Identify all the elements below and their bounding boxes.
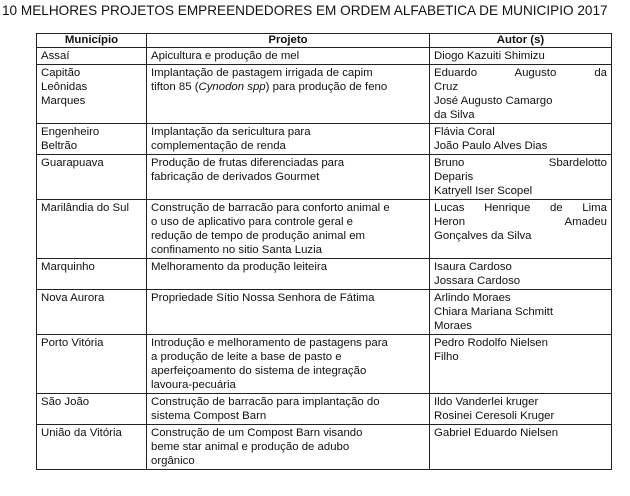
cell-projeto-line: fabricação de derivados Gourmet bbox=[151, 171, 320, 183]
cell-projeto-line: Propriedade Sítio Nossa Senhora de Fátima bbox=[151, 292, 375, 304]
cell-autor bbox=[430, 48, 612, 65]
cell-municipio bbox=[37, 200, 147, 259]
cell-municipio-line: Guarapuava bbox=[41, 157, 104, 169]
cell-projeto-line: sistema Compost Barn bbox=[151, 410, 267, 422]
cell-autor-line: Bruno Sbardelotto bbox=[434, 157, 607, 169]
cell-municipio bbox=[37, 394, 147, 425]
cell-projeto-line: Construção de um Compost Barn visando bbox=[151, 427, 363, 439]
cell-autor-line: Gonçalves da Silva bbox=[434, 230, 532, 242]
table-row bbox=[37, 155, 612, 200]
cell-autor-line: Deparis bbox=[434, 171, 474, 183]
cell-projeto-line: confinamento no sitio Santa Luzia bbox=[151, 244, 322, 256]
cell-municipio-line: Leônidas bbox=[41, 81, 88, 93]
cell-autor bbox=[430, 65, 612, 124]
cell-projeto-line: Implantação de pastagem irrigada de capim bbox=[151, 67, 373, 79]
cell-autor-line: Diogo Kazuiti Shimizu bbox=[434, 50, 545, 62]
cell-projeto-line: beme star animal e produção de adubo bbox=[151, 441, 350, 453]
cell-autor-line: Jossara Cardoso bbox=[434, 275, 521, 287]
cell-autor-line: Cruz bbox=[434, 81, 459, 93]
cell-autor bbox=[430, 394, 612, 425]
cell-projeto bbox=[147, 124, 430, 155]
cell-projeto-line: Construção de barracão para implantação do bbox=[151, 396, 380, 408]
table-row bbox=[37, 394, 612, 425]
cell-autor-line: Gabriel Eduardo Nielsen bbox=[434, 427, 559, 439]
table-row bbox=[37, 335, 612, 394]
projects-table bbox=[36, 33, 612, 470]
page-title: 10 MELHORES PROJETOS EMPREENDEDORES EM ORDEM ALFABETICA DE MUNICIPIO 2017 bbox=[2, 3, 608, 18]
cell-municipio bbox=[37, 290, 147, 335]
table-row bbox=[37, 200, 612, 259]
table-row bbox=[37, 65, 612, 124]
cell-projeto-line: orgânico bbox=[151, 455, 195, 467]
cell-autor bbox=[430, 425, 612, 470]
cell-municipio-line: Marilândia do Sul bbox=[41, 202, 130, 214]
cell-municipio bbox=[37, 124, 147, 155]
cell-autor-line: Isaura Cardoso bbox=[434, 261, 512, 273]
cell-projeto bbox=[147, 290, 430, 335]
cell-autor bbox=[430, 259, 612, 290]
cell-autor-line: Eduardo Augusto da bbox=[434, 67, 607, 79]
cell-autor bbox=[430, 124, 612, 155]
cell-municipio-line: Marques bbox=[41, 95, 86, 107]
cell-projeto bbox=[147, 65, 430, 124]
column-header-autor: Autor (s) bbox=[430, 34, 612, 48]
cell-autor-line: Ildo Vanderlei kruger bbox=[434, 396, 539, 408]
cell-projeto-line: Implantação da sericultura para bbox=[151, 126, 311, 138]
cell-projeto-line: o uso de aplicativo para controle geral e bbox=[151, 216, 353, 228]
cell-autor-line: Lucas Henrique de Lima bbox=[434, 202, 607, 214]
cell-municipio bbox=[37, 259, 147, 290]
cell-municipio bbox=[37, 425, 147, 470]
cell-projeto bbox=[147, 200, 430, 259]
cell-municipio-line: União da Vitória bbox=[41, 427, 122, 439]
cell-municipio bbox=[37, 65, 147, 124]
cell-projeto-line: Introdução e melhoramento de pastagens para bbox=[151, 337, 388, 349]
cell-projeto-line: aperfeiçoamento do sistema de integração bbox=[151, 365, 367, 377]
cell-projeto-line: Construção de barracão para conforto animal e bbox=[151, 202, 390, 214]
cell-projeto-line: Produção de frutas diferenciadas para bbox=[151, 157, 345, 169]
cell-municipio bbox=[37, 335, 147, 394]
cell-projeto bbox=[147, 394, 430, 425]
table-header-row bbox=[37, 34, 612, 48]
cell-autor-line: Katryell Iser Scopel bbox=[434, 185, 533, 197]
cell-autor-line: João Paulo Alves Dias bbox=[434, 140, 548, 152]
table-row bbox=[37, 290, 612, 335]
cell-autor bbox=[430, 335, 612, 394]
cell-autor-line: José Augusto Camargo bbox=[434, 95, 553, 107]
cell-municipio-line: Engenheiro bbox=[41, 126, 100, 138]
cell-autor-line: Flávia Coral bbox=[434, 126, 495, 138]
cell-autor-line: Chiara Mariana Schmitt bbox=[434, 306, 554, 318]
cell-municipio-line: Marquinho bbox=[41, 261, 95, 273]
cell-autor-line: Moraes bbox=[434, 320, 472, 332]
table-row bbox=[37, 124, 612, 155]
cell-projeto bbox=[147, 155, 430, 200]
cell-autor bbox=[430, 290, 612, 335]
cell-autor-line: Pedro Rodolfo Nielsen bbox=[434, 337, 548, 349]
cell-autor-line: da Silva bbox=[434, 109, 475, 121]
cell-projeto-line: redução de tempo de produção animal em bbox=[151, 230, 366, 242]
cell-municipio-line: Assaí bbox=[41, 50, 70, 62]
cell-autor-line: Rosinei Ceresoli Kruger bbox=[434, 410, 555, 422]
cell-autor-line: Arlindo Moraes bbox=[434, 292, 511, 304]
cell-municipio bbox=[37, 155, 147, 200]
cell-autor-line: Filho bbox=[434, 351, 459, 363]
table-row bbox=[37, 425, 612, 470]
cell-projeto bbox=[147, 259, 430, 290]
cell-municipio-line: Beltrão bbox=[41, 140, 78, 152]
cell-projeto-line: complementação de renda bbox=[151, 140, 286, 152]
cell-municipio bbox=[37, 48, 147, 65]
cell-autor bbox=[430, 200, 612, 259]
cell-projeto bbox=[147, 425, 430, 470]
cell-projeto-line: tifton 85 (Cynodon spp) para produção de feno bbox=[151, 81, 388, 93]
table-row bbox=[37, 259, 612, 290]
cell-municipio-line: Porto Vitória bbox=[41, 337, 104, 349]
table-row bbox=[37, 48, 612, 65]
cell-autor-line: Heron Amadeu bbox=[434, 216, 607, 228]
cell-municipio-line: Nova Aurora bbox=[41, 292, 105, 304]
cell-autor bbox=[430, 155, 612, 200]
cell-projeto bbox=[147, 48, 430, 65]
cell-projeto-line: lavoura-pecuária bbox=[151, 379, 236, 391]
cell-projeto-line: Melhoramento da produção leiteira bbox=[151, 261, 328, 273]
table-body bbox=[37, 48, 612, 470]
cell-municipio-line: Capitão bbox=[41, 67, 81, 79]
cell-projeto bbox=[147, 335, 430, 394]
cell-projeto-line: Apicultura e produção de mel bbox=[151, 50, 300, 62]
cell-municipio-line: São João bbox=[41, 396, 90, 408]
cell-projeto-line: a produção de leite a base de pasto e bbox=[151, 351, 342, 363]
column-header-municipio: Município bbox=[37, 34, 147, 48]
column-header-projeto: Projeto bbox=[147, 34, 430, 48]
